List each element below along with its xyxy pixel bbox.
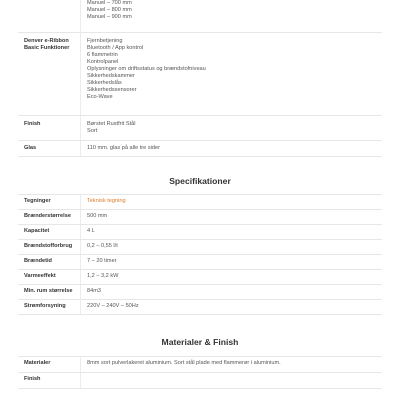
value-line: 110 mm. glas på alle tre sider [87,145,160,151]
row-value: 0,2 – 0,55 l/t [80,240,382,254]
value-line: Fjernbetjening [87,38,123,44]
row-values [80,33,382,115]
row-label: Materialer [24,360,51,366]
row-value: 84m3 [80,285,382,299]
row-label: Finish [24,121,41,127]
row-values [80,141,382,156]
row-value [80,195,382,209]
value-line: Børstet Rustfrit Stål [87,121,136,127]
table-row [18,356,382,373]
table-row [18,255,382,270]
row-values [80,116,382,140]
row-label [18,0,80,32]
value-line: Sikkerhedslås [87,80,122,86]
row-value: 8mm sort pulverlakeret aluminium. Sort stål plade med flammerør i aluminium. [80,357,382,372]
value-line: 6 flammetrin [87,52,118,58]
table-row [18,116,382,141]
value-line: Sikkerhedskammer [87,73,135,79]
features-table [18,0,382,157]
row-label: Denver e-Ribbon Basic Funktioner [24,38,70,51]
row-value [80,373,382,388]
row-values [80,0,382,32]
row-value: 1,2 – 3,2 kW [80,270,382,284]
technical-drawing-link[interactable]: Teknisk tegning [87,198,126,204]
table-row [18,141,382,157]
value-line: Sort [87,128,98,134]
row-value: 4 L [80,225,382,239]
row-value: 220V – 240V – 50Hz [80,300,382,314]
table-row [18,194,382,210]
table-row [18,300,382,315]
value-line: Oplysninger om driftsstatus og brændstofniveau [87,66,206,72]
row-label: Brændetid [24,258,52,264]
row-label: Tegninger [24,198,51,204]
section-heading-materials: Materialer & Finish [161,337,239,347]
row-label: Min. rum størrelse [24,288,73,294]
materials-table [18,356,382,389]
value-line: Manuel – 700 mm [87,0,132,6]
row-label: Varmeeffekt [24,273,56,279]
section-heading-specifications: Specifikationer [169,176,231,186]
table-row [18,373,382,389]
table-row [18,0,382,33]
value-line: Eco-Wave [87,94,113,100]
row-label: Strømforsyning [24,303,66,309]
row-label: Brændstofforbrug [24,243,73,249]
table-row [18,225,382,240]
row-value: 7 – 20 timer [80,255,382,269]
value-line: Manuel – 900 mm [87,14,132,20]
table-row [18,240,382,255]
value-line: Bluetooth / App kontrol [87,45,144,51]
row-label: Glas [24,145,37,151]
table-row [18,270,382,285]
row-label: Kapacitet [24,228,50,234]
row-label: Brænderstørrelse [24,213,71,219]
specifications-table [18,194,382,315]
row-value: 500 mm [80,210,382,224]
table-row [18,210,382,225]
value-line: Kontrolpanel [87,59,119,65]
table-row [18,285,382,300]
value-line: Manuel – 800 mm [87,7,132,13]
table-row [18,33,382,116]
row-label: Finish [24,376,41,382]
value-line: Sikkerhedssensorer [87,87,137,93]
